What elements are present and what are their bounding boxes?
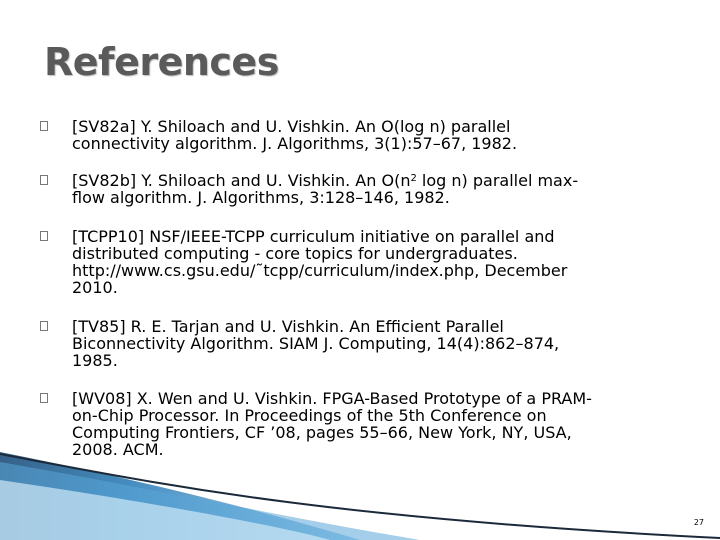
reference-text-rest: log n) parallel max- flow algorithm. J. Algorithms, 3:128–146, 1982. xyxy=(72,171,579,207)
bullet-box-icon xyxy=(40,231,48,241)
bullet-box-icon xyxy=(40,321,48,331)
bullet-box-icon xyxy=(40,393,48,403)
reference-text-main: [TCPP10] NSF/IEEE-TCPP curriculum initiative on parallel and distributed computing - core topics for undergraduates. http://www.cs.gsu.edu/˜tcpp/curriculum/index.php, December 2010. xyxy=(72,227,568,297)
reference-text-main: [WV08] X. Wen and U. Vishkin. FPGA-Based Prototype of a PRAM- on-Chip Processor. In Proceedings of the 5th Conference on Computing Frontiers, CF ’08, pages 55–66, New York, NY, USA, 2008. ACM. xyxy=(72,389,592,459)
page-number: 27 xyxy=(693,518,704,527)
reference-text xyxy=(72,228,692,296)
reference-text-main: [SV82a] Y. Shiloach and U. Vishkin. An O(log n) parallel connectivity algorithm. J. Algorithms, 3(1):57–67, 1982. xyxy=(72,117,518,153)
reference-text-main: [SV82b] Y. Shiloach and U. Vishkin. An O(n xyxy=(72,171,411,190)
decorative-swoosh xyxy=(0,440,720,540)
reference-text-main: [TV85] R. E. Tarjan and U. Vishkin. An Efficient Parallel Biconnectivity Algorithm. SIAM J. Computing, 14(4):862–874, 1985. xyxy=(72,317,560,370)
reference-text xyxy=(72,318,692,369)
bullet-box-icon xyxy=(40,121,48,131)
reference-superscript: 2 xyxy=(410,173,417,184)
reference-text xyxy=(72,172,692,206)
bullet-box-icon xyxy=(40,175,48,185)
slide-title: References xyxy=(44,40,279,84)
reference-text xyxy=(72,118,692,152)
